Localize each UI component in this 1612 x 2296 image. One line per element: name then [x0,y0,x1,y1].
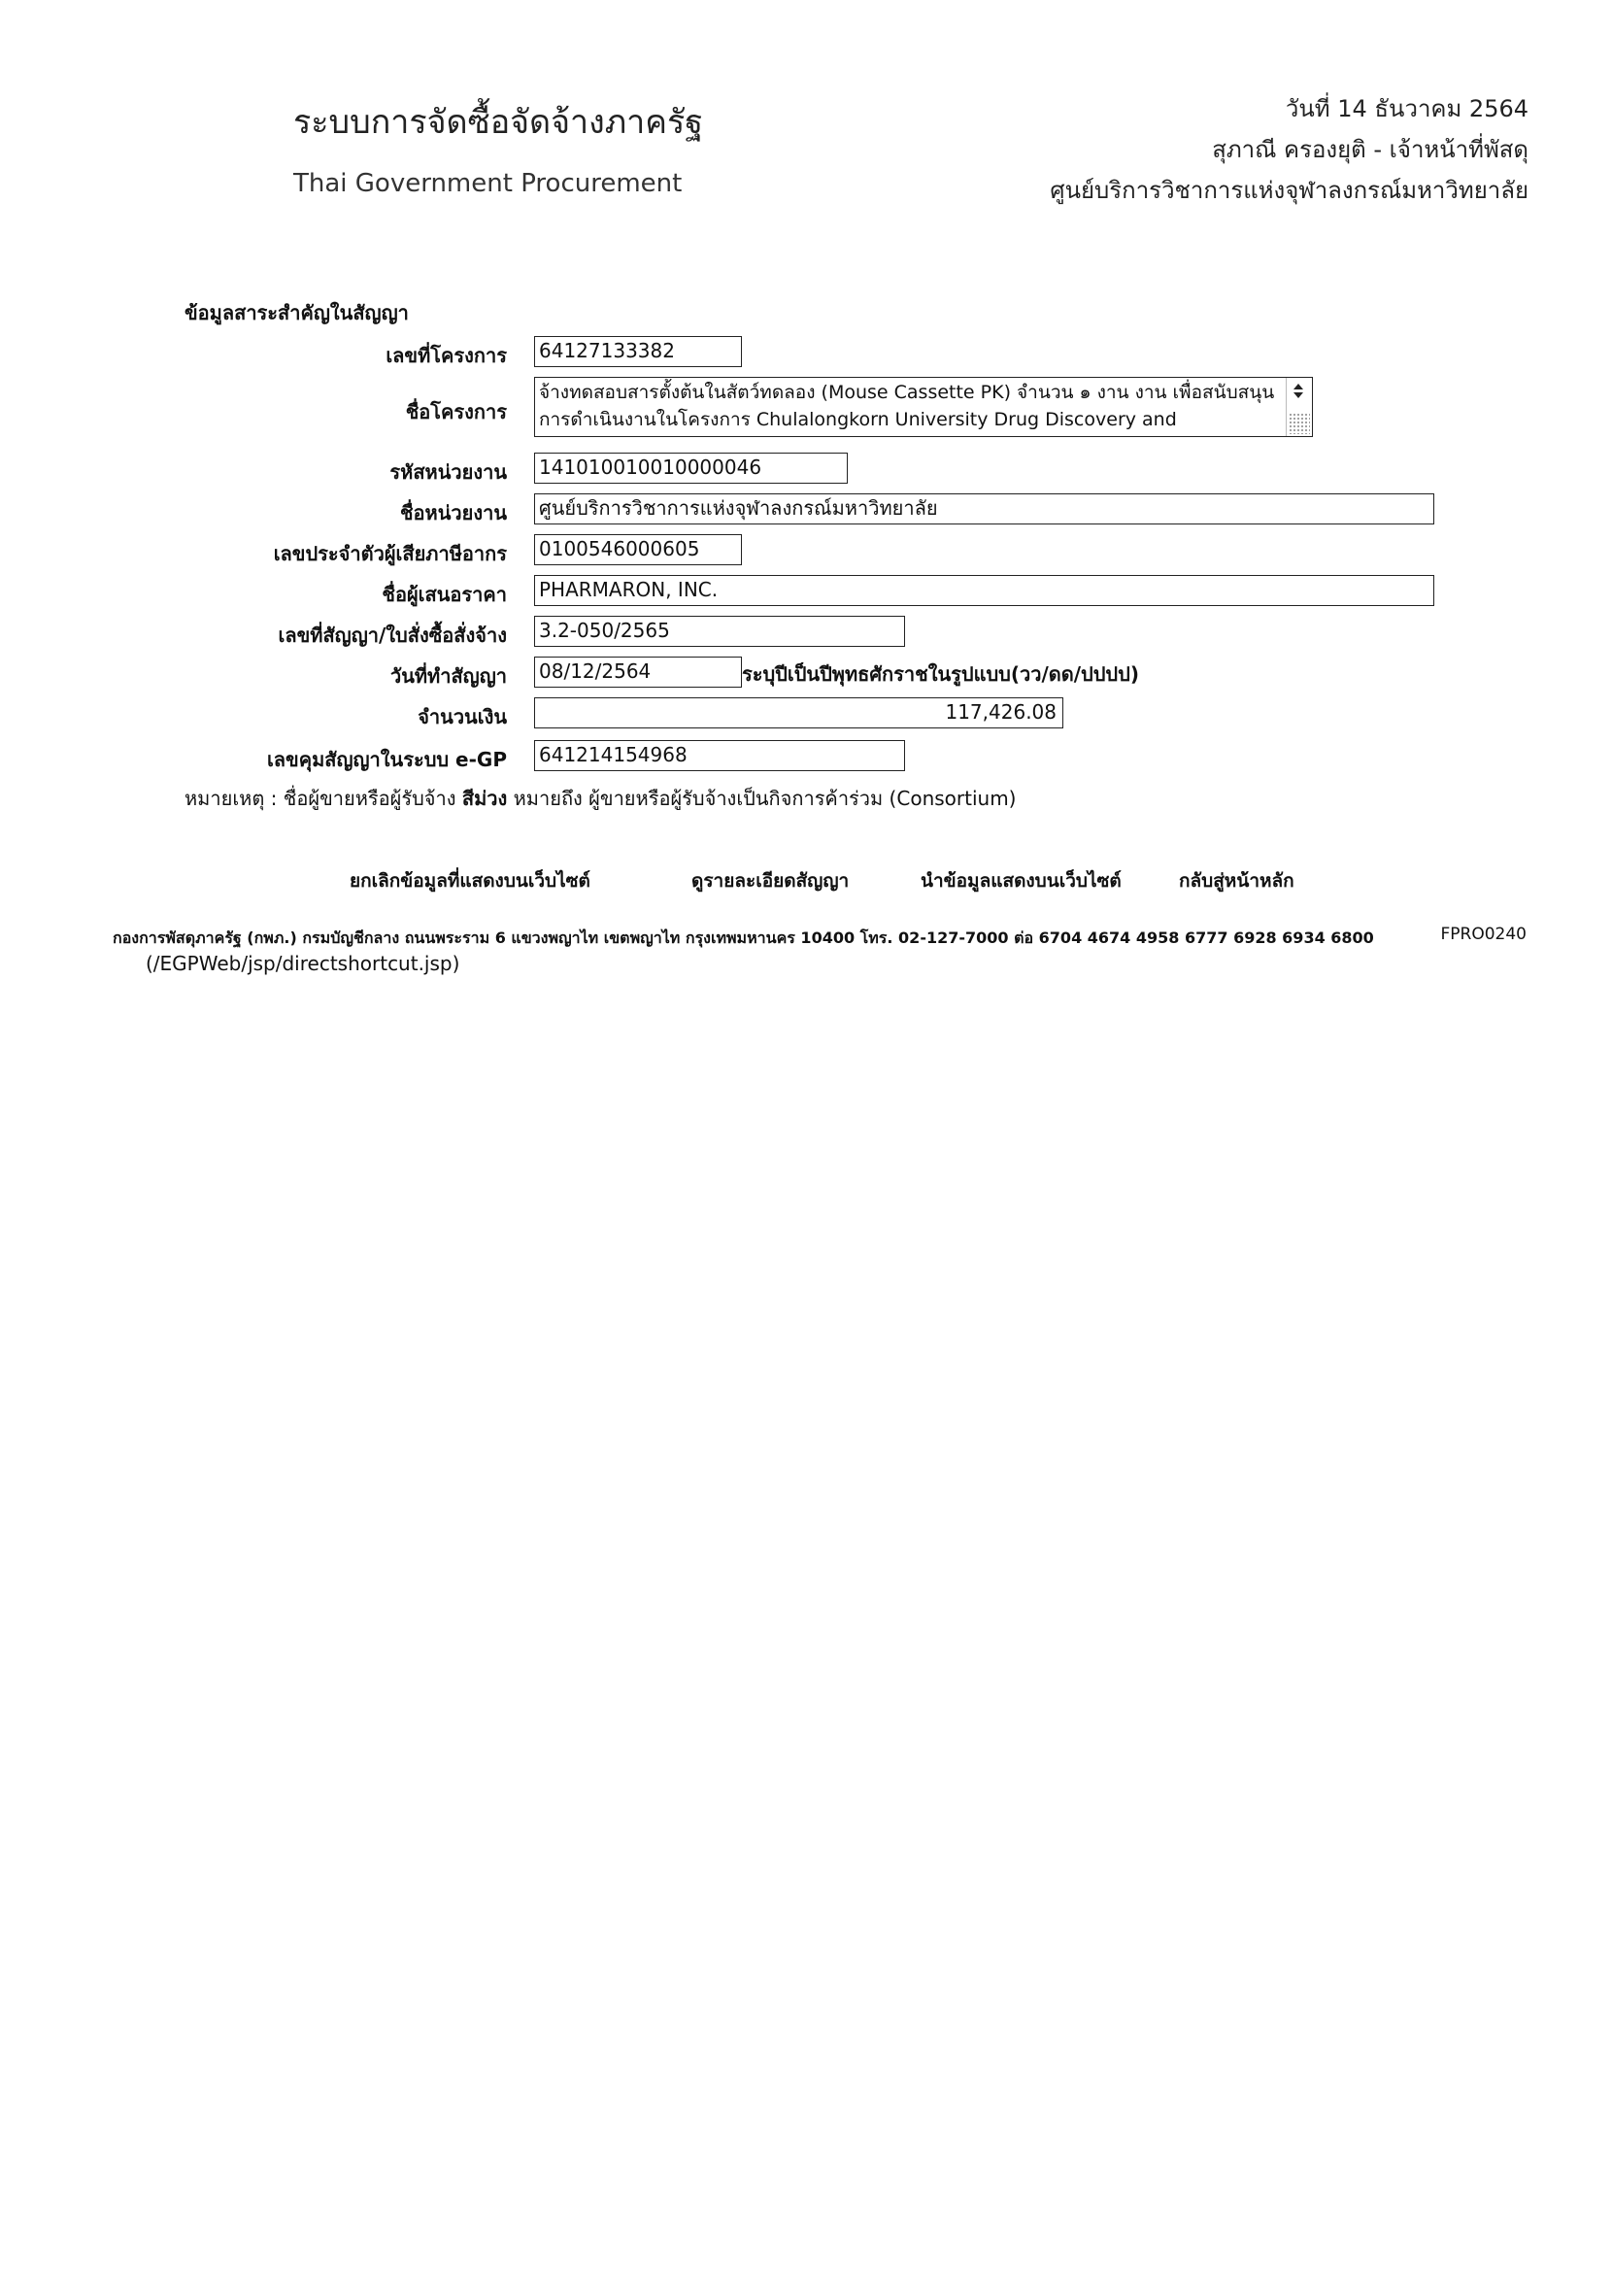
project-name-text: จ้างทดสอบสารตั้งต้นในสัตว์ทดลอง (Mouse Cassette PK) จำนวน ๑ งาน งาน เพื่อสนับสนุนการดำเนินงานในโครงการ Chulalongkorn University Drug Discovery and [539,382,1275,430]
publish-to-website-link[interactable]: นำข้อมูลแสดงบนเว็บไซต์ [921,870,1122,892]
app-subtitle: Thai Government Procurement [293,169,683,198]
bidder-name-label: ชื่อผู้เสนอราคา [382,583,507,606]
officer-name: สุภาณี ครองยุติ - เจ้าหน้าที่พัสดุ [1212,136,1528,163]
bidder-name-field[interactable]: PHARMARON, INC. [534,575,1434,606]
agency-code-label: รหัสหน่วยงาน [389,460,507,484]
contract-no-label: เลขที่สัญญา/ใบสั่งซื้อสั่งจ้าง [278,624,507,647]
project-name-label: ชื่อโครงการ [405,400,507,423]
egp-control-no-label: เลขคุมสัญญาในระบบ e-GP [266,748,507,771]
remark-prefix: หมายเหตุ : ชื่อผู้ขายหรือผู้รับจ้าง [185,787,456,810]
view-contract-details-link[interactable]: ดูรายละเอียดสัญญา [691,870,850,892]
footer-address: กองการพัสดุภาครัฐ (กพภ.) กรมบัญชีกลาง ถนนพระราม 6 แขวงพญาไท เขตพญาไท กรุงเทพมหานคร 10400 โทร. 02-127-7000 ต่อ 6704 4674 4958 6777 6928 6934 6800 [113,929,1374,947]
remark-suffix: หมายถึง ผู้ขายหรือผู้รับจ้างเป็นกิจการค้าร่วม (Consortium) [513,787,1017,810]
resize-grip-icon[interactable] [1289,413,1310,434]
page-url: (/EGPWeb/jsp/directshortcut.jsp) [146,952,460,975]
amount-label: จำนวนเงิน [418,705,507,728]
agency-name-field[interactable]: ศูนย์บริการวิชาการแห่งจุฬาลงกรณ์มหาวิทยาลัย [534,493,1434,524]
contract-date-hint: ระบุปีเป็นปีพุทธศักราชในรูปแบบ(วว/ดด/ปปปป) [742,662,1139,686]
project-no-label: เลขที่โครงการ [386,344,507,367]
scroll-down-arrow-icon[interactable] [1293,392,1303,398]
amount-field[interactable]: 117,426.08 [534,697,1063,728]
contract-date-label: วันที่ทำสัญญา [389,664,507,688]
agency-code-field[interactable]: 141010010010000046 [534,453,848,484]
taxpayer-id-label: เลขประจำตัวผู้เสียภาษีอากร [273,542,507,565]
current-date: วันที่ 14 ธันวาคม 2564 [1285,95,1528,122]
contract-no-field[interactable]: 3.2-050/2565 [534,616,905,647]
consortium-remark [185,783,1016,814]
section-title: ข้อมูลสาระสำคัญในสัญญา [185,301,409,324]
project-name-scrollbar[interactable] [1286,378,1312,436]
scroll-up-arrow-icon[interactable] [1293,384,1303,389]
remark-emphasis: สีม่วง [461,787,508,810]
page-code: FPRO0240 [1440,925,1527,944]
back-to-home-link[interactable]: กลับสู่หน้าหลัก [1179,870,1294,892]
project-no-field[interactable]: 64127133382 [534,336,742,367]
agency-name-label: ชื่อหน่วยงาน [399,501,507,524]
cancel-display-link[interactable]: ยกเลิกข้อมูลที่แสดงบนเว็บไซต์ [350,870,590,892]
app-title: ระบบการจัดซื้อจัดจ้างภาครัฐ [293,103,704,142]
project-name-textarea[interactable] [534,377,1313,437]
organization-name: ศูนย์บริการวิชาการแห่งจุฬาลงกรณ์มหาวิทยาลัย [1050,177,1528,204]
contract-date-field[interactable]: 08/12/2564 [534,657,742,688]
taxpayer-id-field[interactable]: 0100546000605 [534,534,742,565]
egp-control-no-field[interactable]: 641214154968 [534,740,905,771]
